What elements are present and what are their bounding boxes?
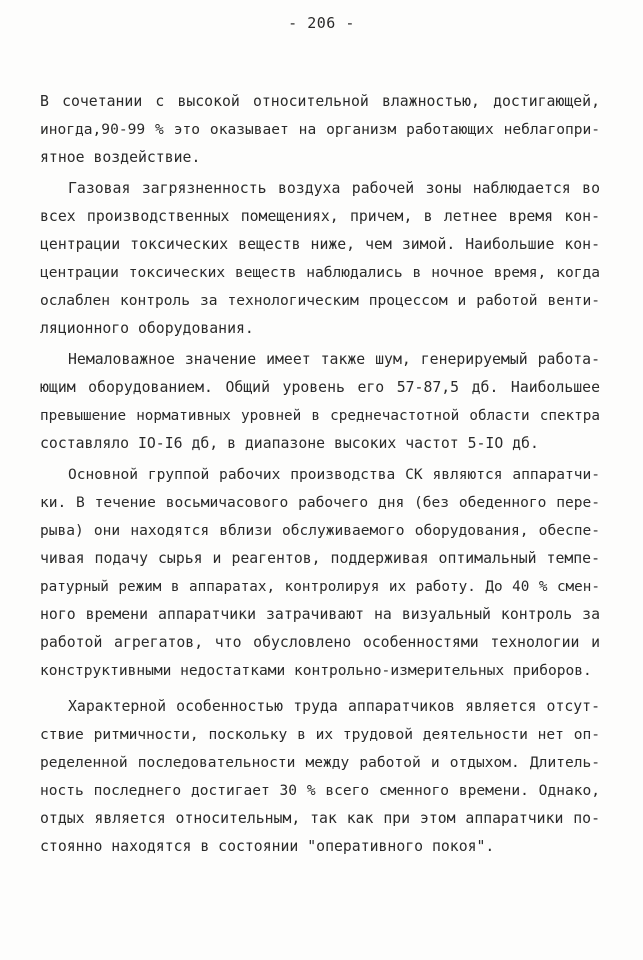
- text-line: всех производственных помещениях, причем, в летнее время кон-: [40, 208, 600, 225]
- text-line: отдых является относительным, так как при этом аппаратчики по-: [40, 810, 600, 827]
- text-line: стоянно находятся в состоянии "оперативного покоя".: [40, 838, 495, 855]
- text-line: составляло IO-I6 дб, в диапазоне высоких частот 5-IO дб.: [40, 435, 539, 452]
- text-line: В сочетании с высокой относительной влажностью, достигающей,: [40, 93, 600, 110]
- text-line: иногда,90-99 % это оказывает на организм работающих неблагопри-: [40, 121, 600, 138]
- page-number: - 206 -: [288, 14, 355, 32]
- text-line: Немаловажное значение имеет также шум, генерируемый работа-: [68, 351, 600, 368]
- text-line: чивая подачу сырья и реагентов, поддерживая оптимальный темпе-: [40, 550, 600, 567]
- text-line: ятное воздействие.: [40, 149, 201, 166]
- text-line: Характерной особенностью труда аппаратчиков является отсут-: [68, 698, 600, 715]
- text-line: конструктивными недостатками контрольно-измерительных приборов.: [40, 662, 592, 679]
- text-line: рыва) они находятся вблизи обслуживаемого оборудования, обеспе-: [40, 522, 600, 539]
- text-line: ного времени аппаратчики затрачивают на визуальный контроль за: [40, 606, 600, 623]
- text-line: ки. В течение восьмичасового рабочего дня (без обеденного пере-: [40, 494, 600, 511]
- text-line: Газовая загрязненность воздуха рабочей зоны наблюдается во: [68, 180, 600, 197]
- text-line: ределенной последовательности между работой и отдыхом. Длитель-: [40, 754, 600, 771]
- text-line: превышение нормативных уровней в среднечастотной области спектра: [40, 408, 600, 424]
- text-line: центрации токсических веществ наблюдались в ночное время, когда: [40, 264, 600, 281]
- text-line: ствие ритмичности, поскольку в их трудовой деятельности нет оп-: [40, 726, 600, 743]
- text-line: Основной группой рабочих производства СК являются аппаратчи-: [68, 466, 600, 483]
- text-line: центрации токсических веществ ниже, чем зимой. Наибольшие кон-: [40, 236, 600, 253]
- text-line: ющим оборудованием. Общий уровень его 57-87,5 дб. Наибольшее: [40, 379, 600, 396]
- text-line: работой агрегатов, что обусловлено особенностями технологии и: [40, 634, 600, 651]
- text-line: ратурный режим в аппаратах, контролируя их работу. До 40 % смен-: [40, 579, 600, 595]
- text-line: ляционного оборудования.: [40, 320, 254, 337]
- text-line: ность последнего достигает 30 % всего сменного времени. Однако,: [40, 782, 600, 799]
- text-line: ослаблен контроль за технологическим процессом и работой венти-: [40, 292, 600, 309]
